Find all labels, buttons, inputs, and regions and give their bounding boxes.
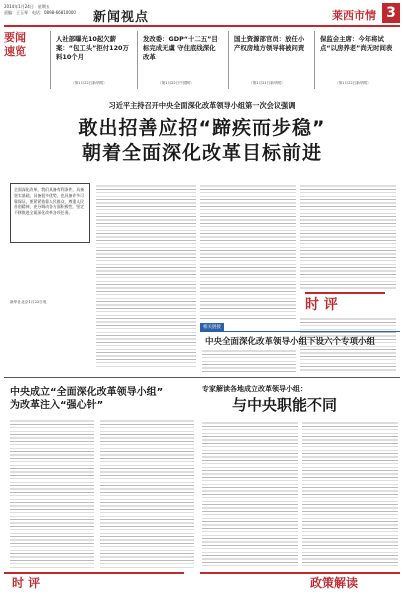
- brief-title: 保监会主席：今年将试点“以房养老”尚无时间表: [320, 35, 393, 52]
- bottom-left-headline[interactable]: [10, 386, 190, 412]
- brief-source: （第1月22日新华网）: [71, 81, 107, 85]
- page-number: 3: [382, 3, 400, 23]
- quick-news-label-line2: 速览: [4, 45, 26, 58]
- body-column: [200, 183, 296, 319]
- lead-headline-line1: 敢出招善应招“蹄疾而步稳”: [78, 117, 326, 139]
- lead-dateline: 新华社北京1月22日电: [10, 300, 47, 304]
- shiping-banner: [305, 292, 385, 314]
- brief-source: （第1月22日新华网）: [335, 81, 371, 85]
- bottom-right-kicker: 专家解读各地成立改革领导小组：: [202, 385, 307, 393]
- shiping-label: 时 评: [305, 297, 338, 313]
- brief-title: 国土资源部官员：放任小产权房地方领导将被问责: [234, 35, 305, 52]
- quick-news-label-line1: 要闻: [4, 31, 26, 44]
- shiping-bar: [305, 292, 385, 294]
- footer-bar-right: [200, 572, 400, 574]
- brief-item[interactable]: [228, 31, 311, 89]
- body-column: [96, 183, 196, 369]
- brief-source: （第1月22日中国网）: [158, 81, 194, 85]
- related-tag: 相关链接: [200, 323, 224, 331]
- body-column: [10, 418, 94, 568]
- lead-headline-line2: 朝着全面深化改革目标前进: [81, 142, 322, 164]
- related-title[interactable]: 中央全面深化改革领导小组下设六个专项小组: [205, 337, 376, 347]
- body-column: [100, 418, 194, 568]
- date-line: 2014年1月24日 星期五: [4, 4, 50, 9]
- editor-line: 责编：王玉琴 电话：0898-66810000: [4, 10, 76, 15]
- body-column: [202, 420, 298, 568]
- footer-zhengce-label: 政策解读: [310, 576, 359, 590]
- body-column: [302, 420, 398, 568]
- brief-item[interactable]: [314, 31, 401, 89]
- brand-name: 莱西市情: [332, 9, 376, 22]
- brief-item[interactable]: [50, 31, 133, 89]
- quick-news-label: [4, 31, 46, 91]
- bottom-left-headline-line2: 为改革注入“强心针”: [10, 400, 104, 411]
- brief-title: 人社部曝光10起欠薪案：“包工头”拒付120万料10个月: [56, 35, 129, 61]
- header-rule: [4, 25, 400, 27]
- section-divider: [4, 377, 400, 378]
- bottom-right-headline[interactable]: 与中央职能不同: [232, 396, 338, 414]
- body-column: [300, 183, 396, 289]
- lead-subhead: 习近平主持召开中央全面深化改革领导小组第一次会议强调: [108, 101, 296, 110]
- brief-title: 发改委：GDP“十二五”目标完成无虞 守住底线深化改革: [143, 35, 218, 61]
- lead-summary: 全面深化改革，我们具备有利条件，具备坚实基础，具备很多优势，也具备许多可靠保证，要紧紧依靠人民群众，尊重人民首创精神，充分调动各方面积极性，坚定不移推进全面深化改革各项任务。: [10, 183, 90, 243]
- footer-shiping-label: 时 评: [12, 576, 41, 590]
- brief-source: （第1月21日新华网）: [249, 81, 285, 85]
- bottom-left-headline-line1: 中央成立“全面深化改革领导小组”: [10, 387, 164, 398]
- brief-item[interactable]: [137, 31, 224, 89]
- section-title: 新闻视点: [93, 10, 150, 25]
- related-body: [202, 348, 296, 372]
